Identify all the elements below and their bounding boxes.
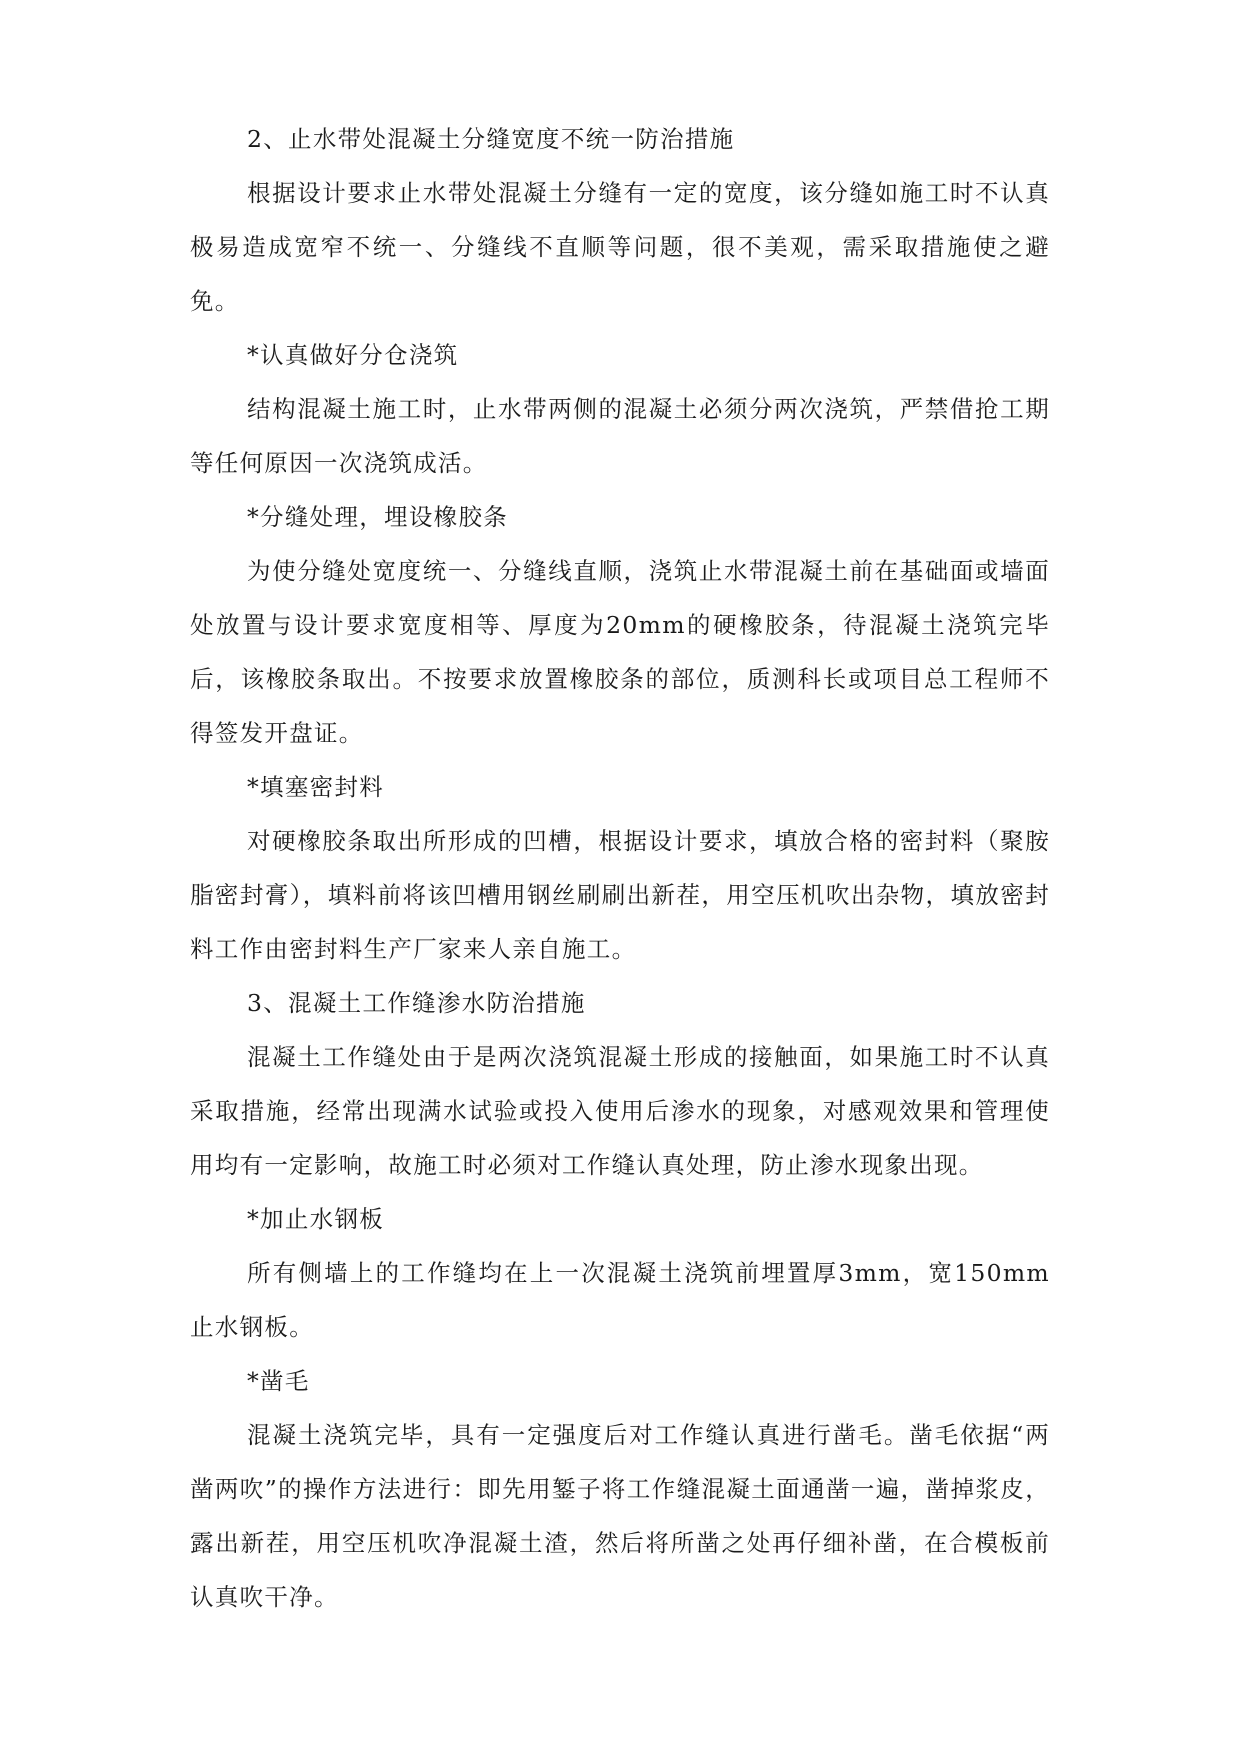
body-paragraph: 所有侧墙上的工作缝均在上一次混凝土浇筑前埋置厚3mm，宽150mm止水钢板。 [190,1259,1050,1341]
sub-heading: *认真做好分仓浇筑 [247,341,459,369]
sub-heading: *加止水钢板 [247,1205,385,1233]
section-heading-3: 3、混凝土工作缝渗水防治措施 [247,989,586,1017]
section-heading-2: 2、止水带处混凝土分缝宽度不统一防治措施 [247,125,735,153]
sub-heading: *分缝处理，埋设橡胶条 [247,503,509,531]
body-paragraph: 混凝土工作缝处由于是两次浇筑混凝土形成的接触面，如果施工时不认真采取措施，经常出现满水试验或投入使用后渗水的现象，对感观效果和管理使用均有一定影响，故施工时必须对工作缝认真处理，防止渗水现象出现。 [190,1043,1050,1179]
document-body [190,112,1050,1624]
body-paragraph: 对硬橡胶条取出所形成的凹槽，根据设计要求，填放合格的密封料（聚胺脂密封膏），填料前将该凹槽用钢丝刷刷出新茬，用空压机吹出杂物，填放密封料工作由密封料生产厂家来人亲自施工。 [190,827,1050,963]
body-paragraph: 为使分缝处宽度统一、分缝线直顺，浇筑止水带混凝土前在基础面或墙面处放置与设计要求宽度相等、厚度为20mm的硬橡胶条，待混凝土浇筑完毕后，该橡胶条取出。不按要求放置橡胶条的部位，质测科长或项目总工程师不得签发开盘证。 [190,557,1050,747]
body-paragraph: 结构混凝土施工时，止水带两侧的混凝土必须分两次浇筑，严禁借抢工期等任何原因一次浇筑成活。 [190,395,1050,477]
body-paragraph: 根据设计要求止水带处混凝土分缝有一定的宽度，该分缝如施工时不认真极易造成宽窄不统一、分缝线不直顺等问题，很不美观，需采取措施使之避免。 [190,179,1050,315]
sub-heading: *填塞密封料 [247,773,385,801]
sub-heading: *凿毛 [247,1367,310,1395]
body-paragraph: 混凝土浇筑完毕，具有一定强度后对工作缝认真进行凿毛。凿毛依据“两凿两吹”的操作方法进行：即先用錾子将工作缝混凝土面通凿一遍，凿掉浆皮，露出新茬，用空压机吹净混凝土渣，然后将所凿之处再仔细补凿，在合模板前认真吹干净。 [190,1421,1050,1611]
